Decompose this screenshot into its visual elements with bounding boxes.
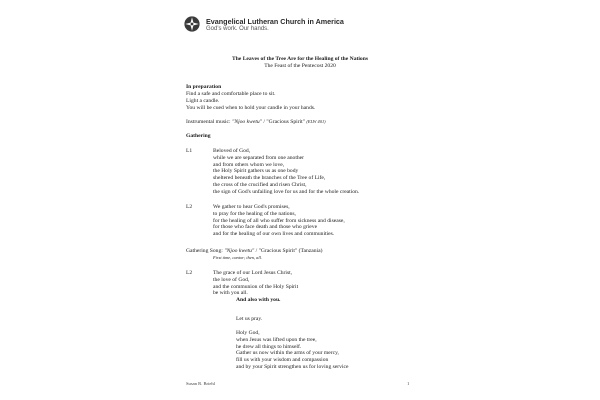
song-prefix: Gathering Song: [186, 248, 225, 254]
prayer-line: Holy God, [236, 330, 260, 336]
song-performance-note: First time, cantor; then, all. [213, 255, 262, 260]
litany-line: the Holy Spirit gathers us as one body [213, 168, 299, 175]
litany-line: while we are separated from one another [213, 154, 305, 161]
gathering-song-line [186, 248, 322, 255]
document-subtitle: The Feast of the Pentecost 2020 [264, 63, 336, 69]
litany-line: Beloved of God, [213, 148, 251, 154]
prayer-line: and by your Spirit strengthen us for loving service [236, 363, 349, 370]
preparation-line: Light a candle. [186, 97, 220, 104]
music-title-english: / "Gracious Spirit" [262, 119, 307, 125]
prayer-invitation: Let us pray. [236, 316, 263, 322]
speaker-label: L2 [186, 204, 193, 210]
litany-line: and from others whom we love, [213, 161, 285, 168]
speaker-label: L1 [186, 148, 193, 154]
instrumental-music-line [186, 119, 326, 126]
footer-author: Susan R. Briehl [186, 381, 215, 386]
prayer-line: fill us with your wisdom and compassion [236, 357, 329, 364]
org-tagline: God's work. Our hands. [206, 26, 269, 32]
song-title-english: / "Gracious Spirit" (Tanzania) [254, 248, 323, 254]
greeting-block [213, 270, 298, 297]
music-title-swahili: "Njoo kwetu" [232, 119, 263, 125]
litany-block-1 [213, 148, 359, 196]
song-title-swahili: "Njoo kwetu" [224, 248, 255, 254]
prayer-line: when Jesus was lifted upon the tree, [236, 336, 317, 343]
preparation-line: Find a safe and comfortable place to sit. [186, 91, 276, 97]
music-hymnal-ref: (ELW 401) [306, 119, 326, 124]
congregation-response: And also with you. [236, 297, 281, 303]
preparation-line: You will be cued when to hold your candle in your hands. [186, 104, 316, 111]
litany-line: for those who face death and those who grieve [213, 224, 318, 231]
page-number: 1 [407, 381, 410, 386]
litany-line: the sign of God's unfailing love for us and for the whole creation. [213, 188, 360, 195]
litany-line: to pray for the healing of the nations, [213, 210, 296, 217]
preparation-instructions [186, 91, 315, 111]
greeting-line: the love of God, [213, 276, 250, 283]
prayer-block [236, 330, 348, 371]
speaker-label: L2 [186, 270, 193, 276]
preparation-heading: In preparation [186, 84, 222, 90]
litany-line: We gather to hear God's promises, [213, 204, 290, 210]
prayer-line: Gather us now within the arms of your mercy, [236, 350, 339, 357]
music-prefix: Instrumental music: [186, 119, 232, 125]
litany-line: the cross of the crucified and risen Christ, [213, 181, 307, 188]
greeting-line: be with you all. [213, 290, 248, 297]
org-name: Evangelical Lutheran Church in America [206, 17, 344, 26]
document-title: The Leaves of the Tree Are for the Healing of the Nations [231, 56, 369, 62]
litany-line: for the healing of all who suffer from sickness and disease, [213, 217, 345, 224]
gathering-heading: Gathering [186, 133, 211, 139]
greeting-line: and the communion of the Holy Spirit [213, 283, 299, 290]
litany-block-2 [213, 204, 345, 238]
greeting-line: The grace of our Lord Jesus Christ, [213, 270, 293, 276]
prayer-line: he drew all things to himself. [236, 343, 302, 350]
elca-cross-logo-icon [184, 16, 200, 32]
litany-line: and for the healing of our own lives and communities. [213, 231, 335, 238]
litany-line: sheltered beneath the branches of the Tree of Life, [213, 175, 326, 182]
